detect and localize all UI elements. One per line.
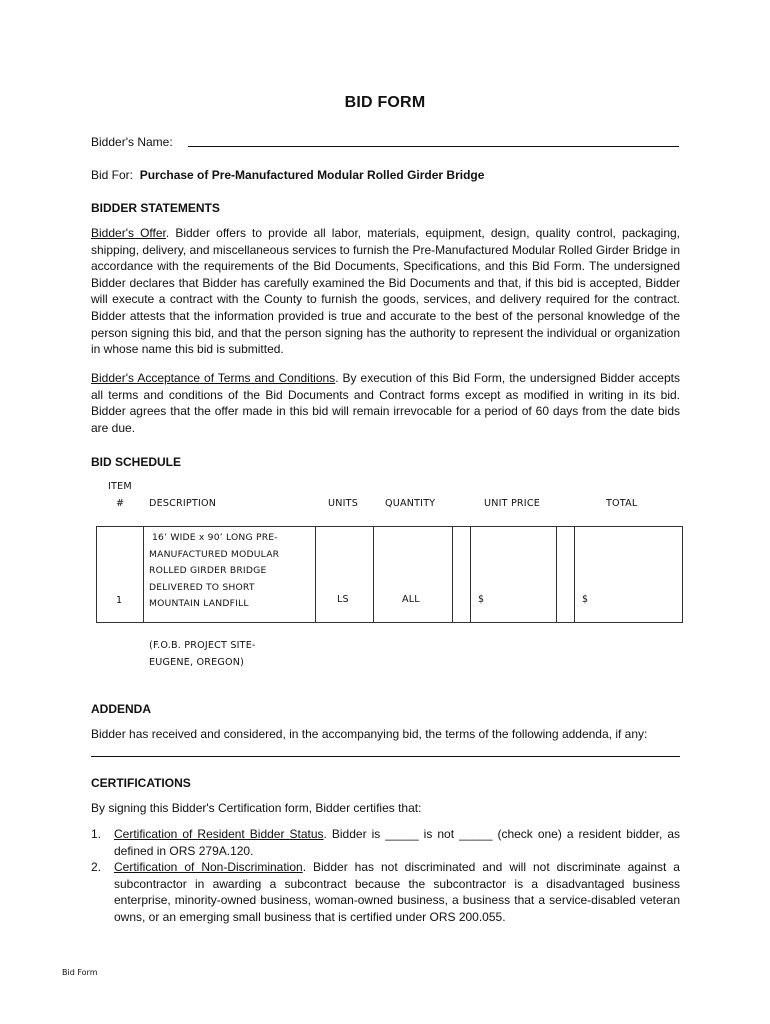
bid-for-value: Purchase of Pre-Manufactured Modular Rolled Girder Bridge [139,168,485,182]
col-item-line1: ITEM [108,481,132,492]
col-total: TOTAL [606,498,638,509]
fob-note [149,637,319,671]
list-item-text: . Bidder is _____ is not _____ (check one) a resident bidder, as defined in ORS 279A.120. [114,827,680,858]
row-total[interactable]: $ [582,594,589,605]
page-title: BID FORM [344,94,426,111]
certifications-heading: CERTIFICATIONS [91,776,191,790]
description-line: MOUNTAIN LANDFILL [149,598,249,609]
col-item-line2: # [116,498,125,509]
row-item-number: 1 [116,595,123,606]
table-divider [574,526,575,623]
acceptance-text: . By execution of this Bid Form, the undersigned Bidder accepts all terms and conditions of the Bid Documents and Contract forms except as modified in writing in its bid. Bidder agrees that the offer made in this bid will remain irrevocable for a period of 60 days from the date bids are due. [91,371,680,435]
page-footer: Bid Form [62,968,98,977]
description-line: 16’ WIDE x 90’ LONG PRE- [152,532,278,543]
col-unit-price: UNIT PRICE [484,498,540,509]
row-unit-price[interactable]: $ [478,594,485,605]
list-item [91,826,680,859]
fob-line: (F.O.B. PROJECT SITE- [149,640,256,651]
bidders-name-label: Bidder's Name: [91,135,173,149]
bidders-offer-paragraph [91,225,680,358]
acceptance-paragraph [91,370,680,436]
certifications-intro: By signing this Bidder's Certification form, Bidder certifies that: [91,801,422,815]
row-description [149,530,319,613]
table-divider [143,526,144,623]
description-line: ROLLED GIRDER BRIDGE [149,565,267,576]
table-divider [470,526,471,623]
description-line: MANUFACTURED MODULAR [149,548,280,560]
list-item-text: . Bidder has not discriminated and will not discriminate against a subcontractor in awarding a subcontract because the subcontractor is a disadvantaged business enterprise, minority-owned business, woman-owned business, a business that a service-disabled veteran owns, or an emerging small business that is certified under ORS 200.055. [114,860,680,924]
bidders-offer-title: Bidder's Offer [91,226,166,240]
list-item-title: Certification of Resident Bidder Status [114,827,324,841]
acceptance-title: Bidder's Acceptance of Terms and Conditions [91,371,336,385]
bidders-offer-text: . Bidder offers to provide all labor, materials, equipment, design, quality control, packaging, shipping, delivery, and miscellaneous services to furnish the Pre-Manufactured Modular Rolled Girder Bridge in accordance with the requirements of the Bid Documents, Specifications, and this Bid Form. The undersigned Bidder declares that Bidder has carefully examined the Bid Documents and that, if this bid is accepted, Bidder will execute a contract with the County to furnish the goods, services, and delivery required for the contract. Bidder attests that the information provided is true and accurate to the best of the personal knowledge of the person signing this bid, and that the person signing has the authority to represent the individual or organization in whose name this bid is submitted. [91,226,680,357]
list-item-title: Certification of Non-Discrimination [114,860,303,875]
col-quantity: QUANTITY [385,498,436,509]
bid-for-row [91,168,484,182]
fob-line: EUGENE, OREGON) [149,657,245,668]
list-item [91,859,680,925]
certifications-list [91,826,680,926]
list-item-number: 2. [91,860,102,875]
col-description: DESCRIPTION [149,498,217,509]
bid-for-label: Bid For: [91,168,134,182]
row-units: LS [337,594,349,605]
table-divider [556,526,557,623]
bidder-statements-heading: BIDDER STATEMENTS [91,201,220,215]
addenda-field[interactable] [91,756,680,757]
row-quantity: ALL [402,594,420,605]
table-divider [373,526,374,623]
addenda-heading: ADDENDA [91,702,151,716]
addenda-text: Bidder has received and considered, in the accompanying bid, the terms of the following addenda, if any: [91,727,648,741]
list-item-number: 1. [91,827,102,841]
bid-schedule-heading: BID SCHEDULE [91,455,182,469]
bidders-name-field[interactable] [188,146,679,147]
table-divider [452,526,453,623]
col-units: UNITS [328,498,358,509]
description-line: DELIVERED TO SHORT [149,581,255,593]
